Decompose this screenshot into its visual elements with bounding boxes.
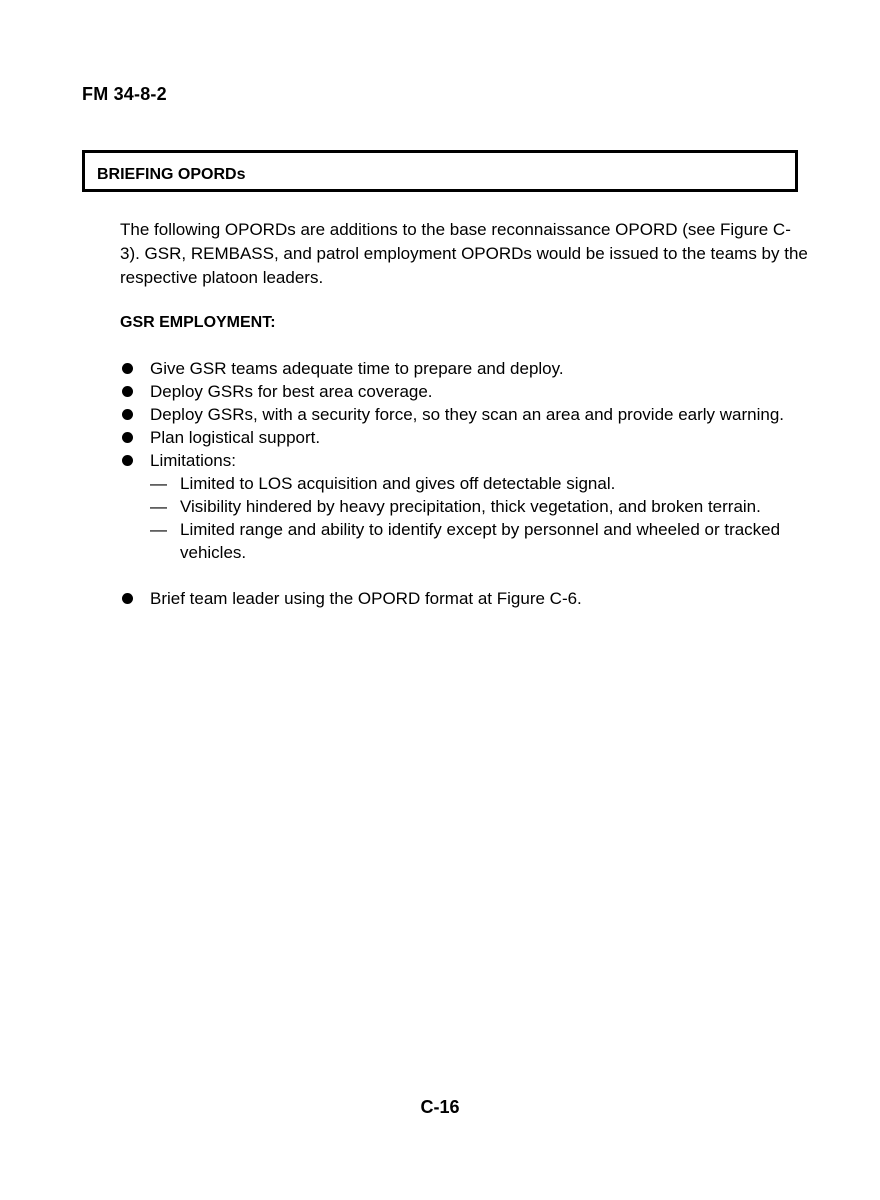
bullet-text: Brief team leader using the OPORD format at Figure C-6. [150,589,582,608]
gsr-bullet-list [120,357,810,610]
gsr-employment-heading: GSR EMPLOYMENT: [120,314,276,331]
bullet-icon [122,386,133,397]
limitations-list [150,472,810,564]
bullet-text: Plan logistical support. [150,428,321,447]
dash-icon: — [150,474,167,493]
list-item [120,357,810,380]
limitation-text: Visibility hindered by heavy precipitation, thick vegetation, and broken terrain. [180,497,761,516]
document-id: FM 34-8-2 [82,84,167,104]
bullet-icon [122,593,133,604]
list-item [150,518,810,564]
intro-paragraph: The following OPORDs are additions to the base reconnaissance OPORD (see Figure C-3). GSR, REMBASS, and patrol employment OPORDs would be issued to the teams by the respective platoon leaders. [120,220,808,287]
bullet-text: Limitations: [150,451,236,470]
bullet-text: Give GSR teams adequate time to prepare and deploy. [150,359,564,378]
bullet-icon [122,432,133,443]
section-title-box [82,150,798,192]
list-item [120,449,810,564]
bullet-text: Deploy GSRs for best area coverage. [150,382,433,401]
dash-icon: — [150,497,167,516]
list-item [120,380,810,403]
list-item [120,403,810,426]
limitation-text: Limited to LOS acquisition and gives off detectable signal. [180,474,616,493]
list-item [150,495,810,518]
bullet-icon [122,455,133,466]
list-item [120,426,810,449]
dash-icon: — [150,520,167,539]
page-number: C-16 [420,1097,460,1117]
list-item [150,472,810,495]
bullet-icon [122,409,133,420]
list-item [120,587,810,610]
bullet-icon [122,363,133,374]
bullet-text: Deploy GSRs, with a security force, so they scan an area and provide early warning. [150,405,785,424]
limitation-text: Limited range and ability to identify except by personnel and wheeled or tracked vehicles. [180,520,781,562]
section-title: BRIEFING OPORDs [97,166,246,183]
